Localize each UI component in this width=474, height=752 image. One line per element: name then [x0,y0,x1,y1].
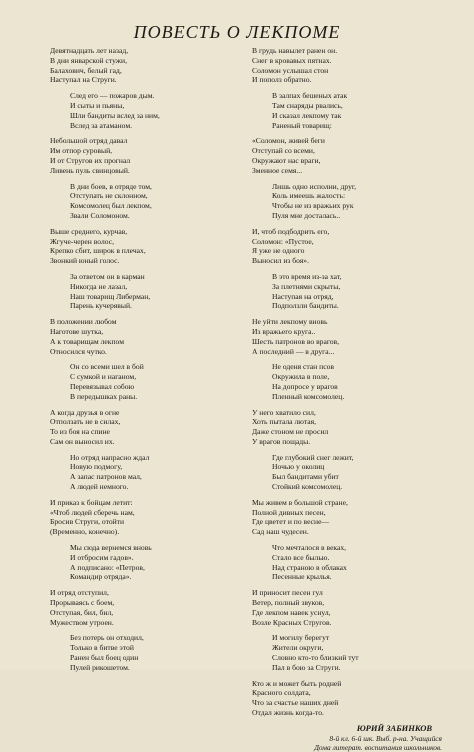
verse-line: Девятнадцать лет назад, [50,46,129,55]
verse-line: Бросив Струги, отойти [50,517,125,527]
verse-line: Выше среднего, курчав, [50,226,128,236]
verse-line: Наготове шутка, [50,326,104,336]
stanza [50,91,235,130]
verse-line: В передышках раны. [70,391,138,401]
verse-line: Что мечталося в веках, [272,543,347,553]
verse-line: Пленный комсомолец. [272,391,345,401]
verse-line: А когда друзья в огне [50,407,120,417]
verse-line: А к товарищам лекпом [50,336,124,346]
verse-line: Где цветет и по весне— [252,517,330,527]
verse-line: Ранен был боец один [70,653,139,663]
verse-line: Не уйти лекпому вновь [252,317,328,327]
verse-line: Коль имеешь жалость: [272,191,346,201]
stanza [252,498,442,537]
verse-line: Снег в кровавых пятнах. [252,55,332,65]
verse-line: Из вражьего круга.. [252,326,316,336]
verse-line: Наступал на Струги. [50,75,117,85]
stanza [50,136,235,175]
stanza [50,588,235,627]
verse-line: Звонкий юный голос. [50,256,120,266]
stanza [252,91,442,130]
verse-line: Балахович, белый гад, [50,65,122,75]
verse-line: Отползать не в силах, [50,417,121,427]
verse-line: Пуля мне досталась.. [272,210,341,220]
verse-line: А последний — в друга... [252,346,335,356]
stanza [252,227,442,266]
stanza [50,633,235,672]
stanza [252,633,442,672]
verse-line: Я уже не одного [252,246,305,256]
verse-line: У врагов пощады. [252,436,311,446]
verse-line: За ответом он в карман [70,271,145,281]
stanza [252,543,442,582]
verse-line: Отступать не склонном, [70,191,148,201]
verse-line: Подползли бандиты. [272,301,339,311]
verse-line: Только в битве этой [70,643,134,653]
verse-line: С сумкой и наганом, [70,372,137,382]
verse-line: В дни январской стужи, [50,55,127,65]
stanza [252,272,442,311]
stanza [50,362,235,401]
verse-line: Песенные крылья. [272,572,332,582]
verse-line: И пополз обратно. [252,75,312,85]
verse-line: Что за счастье наших дней [252,698,339,708]
stanza [252,408,442,447]
verse-line: В залпах бешеных атак [272,91,348,101]
verse-line: Новую подмогу, [70,462,123,472]
verse-line: Где лекпом навек уснул, [252,607,331,617]
verse-line: Возле Красных Стругов. [252,617,332,627]
verse-line: «Соломон, живей беги [252,136,325,146]
verse-line: А подписано: «Петров, [70,562,145,572]
stanza [50,227,235,266]
verse-line: Окружают нас враги, [252,155,321,165]
verse-line: И сказал лекпому так [272,110,342,120]
right-column [252,46,442,752]
stanza [252,679,442,718]
verse-line: И отбросим гадов». [70,552,134,562]
stanza [50,182,235,221]
verse-line: Сам он выносил их. [50,436,115,446]
stanza [252,588,442,627]
verse-line: Мы живем в большой стране, [252,497,348,507]
verse-line: (Временно, конечно). [50,527,120,537]
verse-line: Лишь одно исполни, друг, [272,181,357,191]
verse-line: Он со всеми шел в бой [70,362,144,372]
verse-line: В это время из-за хат, [272,271,342,281]
verse-line: Жители округи, [272,643,324,653]
verse-line: Соломон: «Пустое, [252,236,314,246]
stanza [50,543,235,582]
verse-line: Вслед за атаманом. [70,120,133,130]
verse-line: В дни боев, в отряде том, [70,181,152,191]
verse-line: Стойкий комсомолец. [272,482,343,492]
verse-line: Пулей рикошетом. [70,662,130,672]
verse-line: Парень кучерявый. [70,301,132,311]
verse-line: Перевязывал собою [70,381,135,391]
verse-line: Звали Соломоном. [70,210,130,220]
verse-line: Выносил из боя». [252,256,310,266]
verse-line: Но отряд напрасно ждал [70,452,150,462]
stanza [50,453,235,492]
verse-line: И могилу берегут [272,633,330,643]
verse-line: И сыты и пьяны, [70,100,125,110]
verse-line: Небольшой отряд давал [50,136,128,146]
stanza [50,46,235,85]
verse-line: И отряд отступил, [50,588,109,598]
verse-line: Шесть патронов во врагов, [252,336,340,346]
stanza [50,272,235,311]
verse-line: Мы сюда вернемся вновь [70,543,152,553]
verse-line: Красного солдата, [252,688,311,698]
verse-line: А запас патронов мал, [70,472,142,482]
verse-line: Ветер, полный звуков, [252,598,325,608]
verse-line: Над страною в облаках [272,562,347,572]
verse-line: Пал в бою за Струги. [272,662,341,672]
stanza [50,408,235,447]
verse-line: Кто ж и может быть родней [252,678,342,688]
verse-line: Отступая, бил, бил, [50,607,114,617]
verse-line: Шли бандиты вслед за ним, [70,110,160,120]
left-column [50,46,235,679]
verse-line: Наступая на отряд, [272,291,334,301]
verse-line: Там снаряды рвались, [272,100,343,110]
verse-line: Отступай со всеми, [252,146,315,156]
verse-line: У него хватило сил, [252,407,316,417]
stanza [252,46,442,85]
verse-line: В грудь навылет ранен он. [252,46,338,55]
author-footnote: Дома литерат. воспитания школьников. [314,743,442,752]
page-title: ПОВЕСТЬ О ЛЕКПОМЕ [133,22,341,42]
stanza [252,362,442,401]
verse-line: Им отпор суровый, [50,146,113,156]
verse-line: И приказ к бойцам летит: [50,497,133,507]
verse-line: Жгуче-черен волос, [50,236,115,246]
verse-line: Относился чутко. [50,346,107,356]
verse-line: Окружила в поле, [272,372,330,382]
verse-line: Чтобы не из вражьих рук [272,201,354,211]
stanza [252,317,442,356]
verse-line: Раненый товарищ: [272,120,332,130]
verse-line: А людей немного. [70,482,129,492]
verse-line: Сад наш чудесен. [252,527,309,537]
stanza [50,498,235,537]
verse-line: Хоть пытала лютая, [252,417,316,427]
verse-line: Без потерь он отходил, [70,633,144,643]
verse-line: Крепко сбит, широк в плечах, [50,246,146,256]
verse-line: То из боя на спине [50,427,110,437]
verse-line: Командир отряда». [70,572,132,582]
verse-line: Словно кто-то близкий тут [272,653,359,663]
author-footnote: 8-й кл. 6-й шк. Выб. р-на. Учащийся [329,733,442,743]
verse-line: Отдал жизнь когда-то. [252,708,324,718]
verse-line: Змеиное семя... [252,165,303,175]
verse-line: Не оденя стан псов [272,362,334,372]
verse-line: Был бандитами убит [272,472,339,482]
verse-line: Соломон услышал стон [252,65,329,75]
verse-line: И от Стругов их прогнал [50,155,131,165]
verse-line: Наш товарищ Либерман, [70,291,151,301]
verse-line: Прорываясь с боем, [50,598,115,608]
verse-line: Стало все былью. [272,552,330,562]
verse-line: В положении любом [50,317,117,327]
verse-line: Никогда не лазал, [70,281,128,291]
verse-line: И приносит песен гул [252,588,323,598]
verse-line: Ночью у околиц [272,462,325,472]
stanza [252,136,442,175]
stanza [50,317,235,356]
verse-line: Комсомолец был лекпом, [70,201,152,211]
verse-line: «Чтоб людей сберечь нам, [50,507,135,517]
verse-line: Мужеством утроен. [50,617,114,627]
verse-line: Ливень пуль свинцовый. [50,165,130,175]
verse-line: Полной дивных песен, [252,507,326,517]
author-name: ЮРИЙ ЗАБИНКОВ [356,722,432,733]
stanza [252,182,442,221]
verse-line: Даже стоном не просил [252,427,329,437]
verse-line: И, чтоб подбодрить его, [252,226,330,236]
stanza [252,453,442,492]
verse-line: Где глубокий снег лежит, [272,452,354,462]
verse-line: На допросе у врагов [272,381,338,391]
verse-line: За плетнями скрыты, [272,281,341,291]
verse-line: След его — пожаров дым. [70,91,155,101]
